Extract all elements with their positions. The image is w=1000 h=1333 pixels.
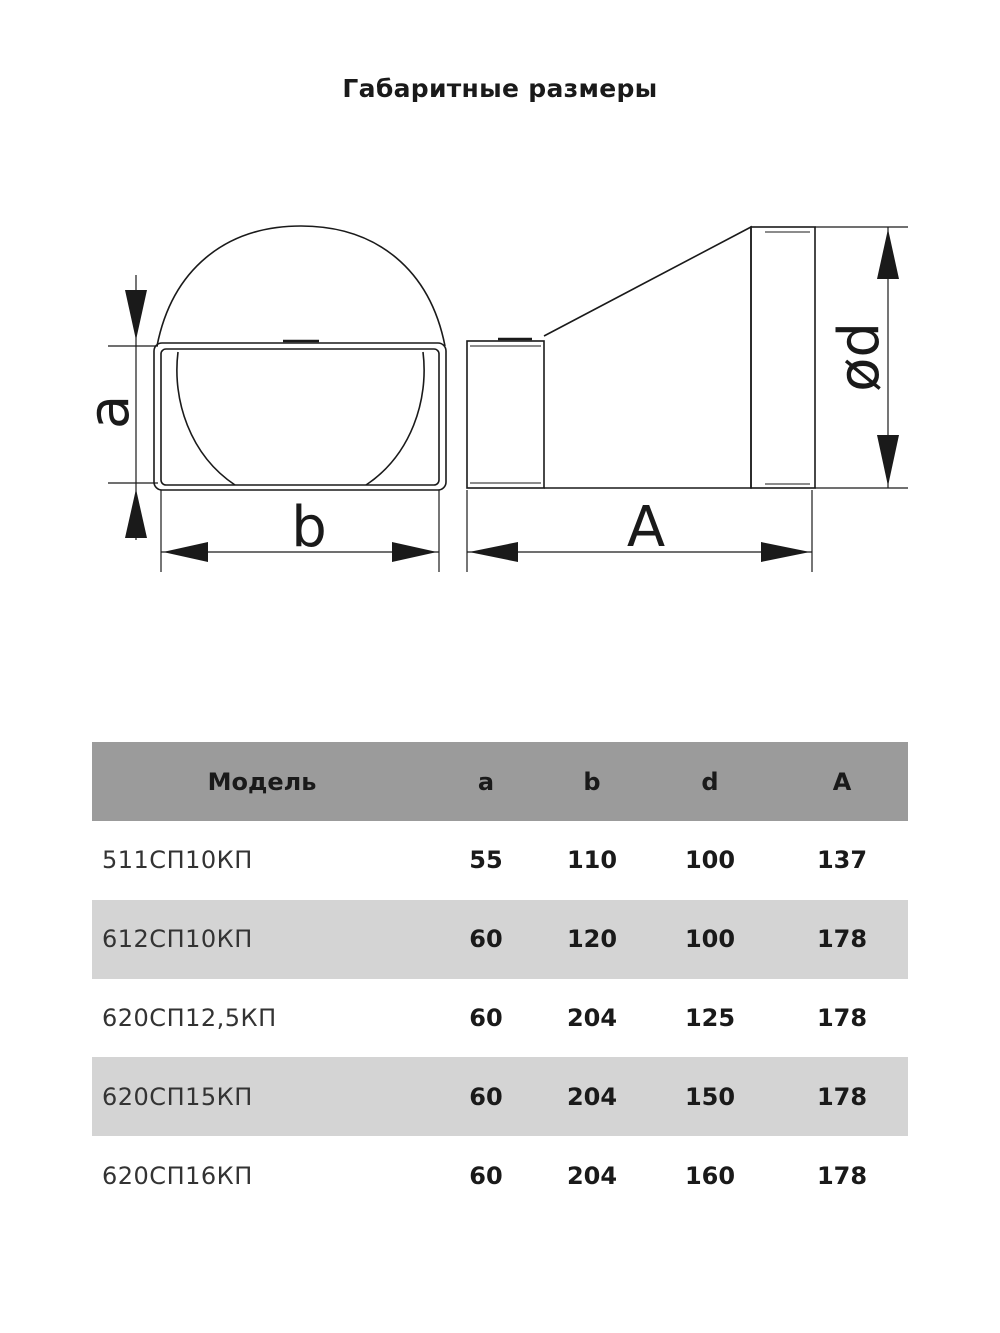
side-transition [544, 227, 751, 488]
cell-A: 178 [816, 1161, 868, 1190]
cell-d: 160 [684, 1161, 736, 1190]
arrow-a-top [125, 290, 147, 340]
cell-A: 178 [816, 1003, 868, 1032]
header-model: Модель [92, 742, 432, 821]
cell-b: 120 [540, 900, 644, 979]
arrow-b-left [163, 542, 208, 562]
label-A: A [626, 495, 666, 560]
arrow-d-top [877, 229, 899, 279]
header-A: A [776, 742, 908, 821]
dimensions-table [92, 742, 908, 1215]
cell-d: 150 [644, 1057, 776, 1136]
cell-a: 60 [432, 900, 540, 979]
header-b: b [540, 742, 644, 821]
label-d: ød [827, 322, 892, 392]
cell-model: 620СП12,5КП [102, 1003, 277, 1032]
cell-A: 137 [816, 846, 868, 875]
page-title: Габаритные размеры [342, 74, 658, 103]
cell-model: 620СП16КП [102, 1161, 253, 1190]
header-d: d [644, 742, 776, 821]
cell-d: 125 [684, 1003, 736, 1032]
cell-a: 55 [469, 846, 503, 875]
side-rect-neck [467, 341, 544, 488]
table-row [92, 900, 908, 979]
label-b: b [291, 495, 327, 560]
cell-model: 511СП10КП [102, 846, 253, 875]
cell-model: 620СП15КП [92, 1057, 432, 1136]
cell-b: 204 [566, 1161, 618, 1190]
header-a: a [432, 742, 540, 821]
table-row [92, 1136, 908, 1215]
round-collar-outline [157, 226, 445, 346]
arrow-A-right [761, 542, 810, 562]
arrow-d-bottom [877, 435, 899, 486]
cell-A: 178 [776, 1057, 908, 1136]
table-row [92, 1057, 908, 1136]
cell-a: 60 [469, 1161, 503, 1190]
cell-b: 110 [566, 846, 618, 875]
arrow-A-left [469, 542, 518, 562]
cell-d: 100 [644, 900, 776, 979]
label-a: a [77, 394, 142, 430]
rect-flange-outer [154, 343, 446, 490]
cell-b: 204 [566, 1003, 618, 1032]
cell-a: 60 [469, 1003, 503, 1032]
cell-d: 100 [684, 846, 736, 875]
table-header-row [92, 742, 908, 821]
table-row [92, 979, 908, 1058]
rect-flange-inner [161, 349, 439, 485]
arrow-b-right [392, 542, 437, 562]
table-row [92, 821, 908, 900]
cell-a: 60 [432, 1057, 540, 1136]
cell-A: 178 [776, 900, 908, 979]
circle-inner-arc-left [177, 352, 235, 485]
cell-b: 204 [540, 1057, 644, 1136]
cell-model: 612СП10КП [92, 900, 432, 979]
arrow-a-bottom [125, 489, 147, 538]
circle-inner-arc-right [366, 352, 424, 485]
side-round-spigot [751, 227, 815, 488]
